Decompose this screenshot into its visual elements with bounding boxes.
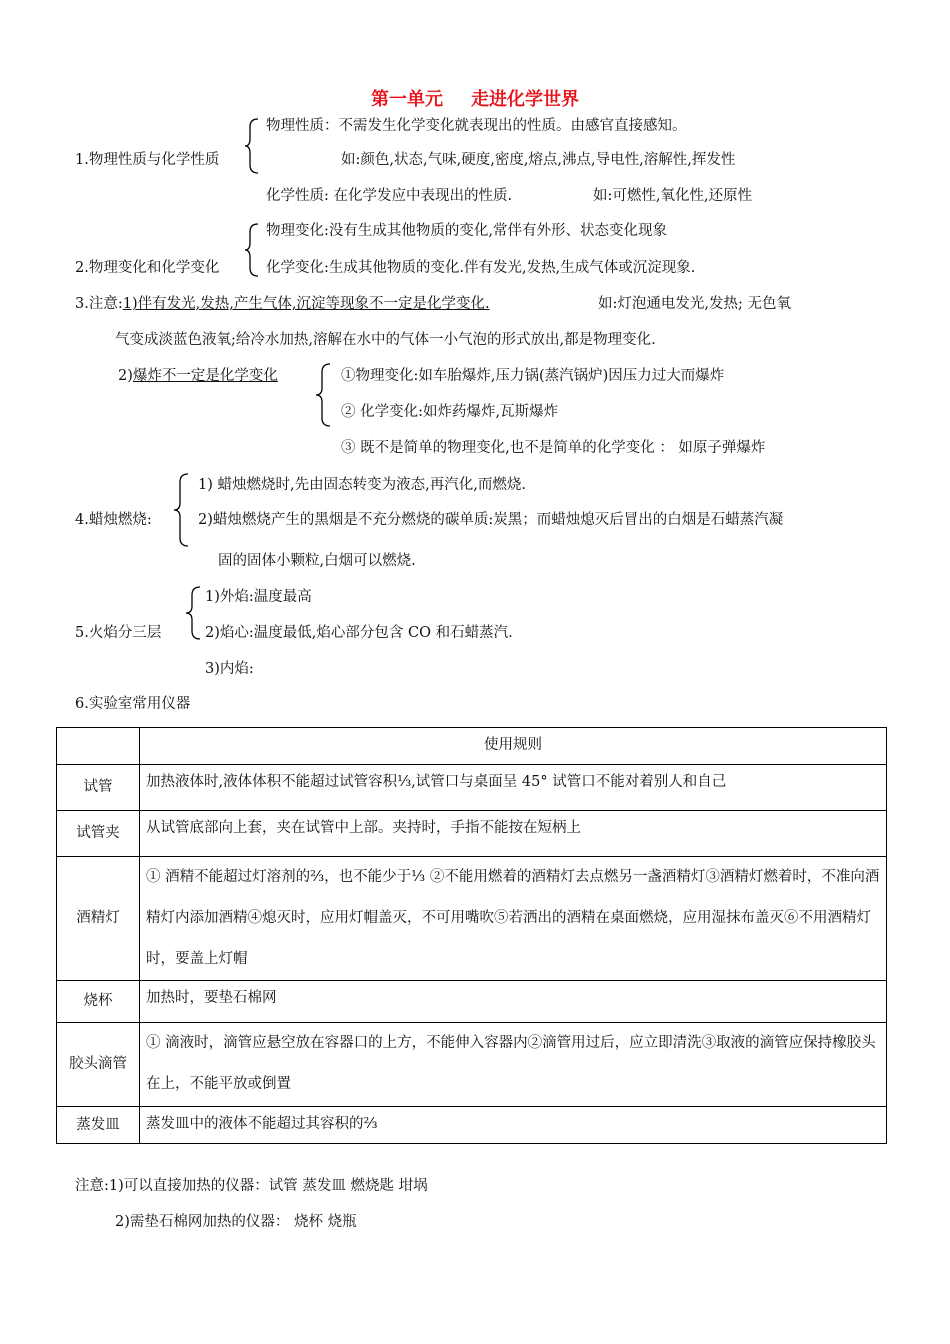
instrument-table xyxy=(56,727,887,1144)
section-2-heading: 2.物理变化和化学变化 xyxy=(75,260,220,276)
note-2-text: 爆炸不一定是化学变化 xyxy=(132,368,278,384)
table-header-rules: 使用规则 xyxy=(140,728,887,765)
brace-icon xyxy=(244,222,260,278)
flame-outer: 1)外焰:温度最高 xyxy=(205,589,312,605)
instrument-rule: 加热液体时,液体体积不能超过试管容积⅓,试管口与桌面呈 45° 试管口不能对着别人和自己 xyxy=(140,765,887,811)
brace-icon xyxy=(184,585,202,641)
instrument-name: 酒精灯 xyxy=(57,857,140,981)
chemical-property-examples: 如:可燃性,氧化性,还原性 xyxy=(593,188,753,204)
brace-icon xyxy=(172,472,190,548)
heating-note-1: 注意:1)可以直接加热的仪器：试管 蒸发皿 燃烧匙 坩埚 xyxy=(75,1178,428,1194)
chemical-change-definition: 化学变化:生成其他物质的变化.伴有发光,发热,生成气体或沉淀现象. xyxy=(266,260,696,276)
brace-icon xyxy=(314,362,332,428)
note-1-examples: 如:灯泡通电发光,发热; 无色氧 xyxy=(598,296,791,312)
section-3-heading xyxy=(75,295,490,313)
note-2 xyxy=(118,367,278,385)
instrument-rule: 蒸发皿中的液体不能超过其容积的⅔ xyxy=(140,1107,887,1144)
note-1: 1)伴有发光,发热,产生气体,沉淀等现象不一定是化学变化. xyxy=(122,296,490,312)
table-header-empty xyxy=(57,728,140,765)
physical-property-examples: 如:颜色,状态,气味,硬度,密度,熔点,沸点,导电性,溶解性,挥发性 xyxy=(341,152,736,168)
instrument-rule: 加热时，要垫石棉网 xyxy=(140,981,887,1023)
table-row xyxy=(57,765,887,811)
table-header-row xyxy=(57,728,887,765)
instrument-name: 胶头滴管 xyxy=(57,1023,140,1107)
instrument-name: 试管 xyxy=(57,765,140,811)
explosion-physical: ①物理变化:如车胎爆炸,压力锅(蒸汽锅炉)因压力过大而爆炸 xyxy=(341,368,725,384)
section-4-heading: 4.蜡烛燃烧: xyxy=(75,512,152,528)
section-3-prefix: 3.注意: xyxy=(75,296,123,312)
candle-item-1: 1) 蜡烛燃烧时,先由固态转变为液态,再汽化,而燃烧. xyxy=(198,477,526,493)
section-5-heading: 5.火焰分三层 xyxy=(75,625,162,641)
instrument-rule: 从试管底部向上套，夹在试管中上部。夹持时，手指不能按在短柄上 xyxy=(140,811,887,857)
section-6-heading: 6.实验室常用仪器 xyxy=(75,696,191,712)
candle-item-2-continued: 固的固体小颗粒,白烟可以燃烧. xyxy=(218,553,416,569)
instrument-rule: ① 滴液时，滴管应悬空放在容器口的上方，不能伸入容器内②滴管用过后，应立即清洗③取液的滴管应保持橡胶头在上，不能平放或倒置 xyxy=(140,1023,887,1107)
note-2-number: 2) xyxy=(118,368,133,384)
candle-item-2: 2)蜡烛燃烧产生的黑烟是不充分燃烧的碳单质:炭黑；而蜡烛熄灭后冒出的白烟是石蜡蒸汽凝 xyxy=(198,512,784,528)
instrument-name: 试管夹 xyxy=(57,811,140,857)
physical-change-definition: 物理变化:没有生成其他物质的变化,常伴有外形、状态变化现象 xyxy=(266,223,667,239)
explosion-chemical: ② 化学变化:如炸药爆炸,瓦斯爆炸 xyxy=(341,404,559,420)
instrument-name: 烧杯 xyxy=(57,981,140,1023)
explosion-neither: ③ 既不是简单的物理变化,也不是简单的化学变化 ： 如原子弹爆炸 xyxy=(341,440,766,456)
chemical-property-definition: 化学性质: 在化学发应中表现出的性质. xyxy=(266,188,513,204)
instrument-name: 蒸发皿 xyxy=(57,1107,140,1144)
heating-note-2: 2)需垫石棉网加热的仪器： 烧杯 烧瓶 xyxy=(115,1214,357,1230)
table-row xyxy=(57,1107,887,1144)
note-1-continued: 气变成淡蓝色液氧;给冷水加热,溶解在水中的气体一小气泡的形式放出,都是物理变化. xyxy=(115,332,656,348)
title-topic: 走进化学世界 xyxy=(471,89,579,110)
table-row xyxy=(57,981,887,1023)
section-1-heading: 1.物理性质与化学性质 xyxy=(75,152,220,168)
table-row xyxy=(57,811,887,857)
instrument-rule: ① 酒精不能超过灯溶剂的⅔，也不能少于⅓ ②不能用燃着的酒精灯去点燃另一盏酒精灯③酒精灯燃着时，不准向酒精灯内添加酒精④熄灭时，应用灯帽盖灭，不可用嘴吹⑤若洒出的酒精在桌面燃烧，应用湿抹布盖灭⑥不用酒精灯时，要盖上灯帽 xyxy=(140,857,887,981)
title-unit: 第一单元 xyxy=(371,89,443,110)
table-row xyxy=(57,1023,887,1107)
page-title xyxy=(0,89,950,111)
flame-core: 2)焰心:温度最低,焰心部分包含 CO 和石蜡蒸汽. xyxy=(205,625,513,641)
table-row xyxy=(57,857,887,981)
brace-icon xyxy=(244,117,260,175)
physical-property-definition: 物理性质：不需发生化学变化就表现出的性质。由感官直接感知。 xyxy=(266,118,687,134)
flame-inner: 3)内焰: xyxy=(205,661,254,677)
